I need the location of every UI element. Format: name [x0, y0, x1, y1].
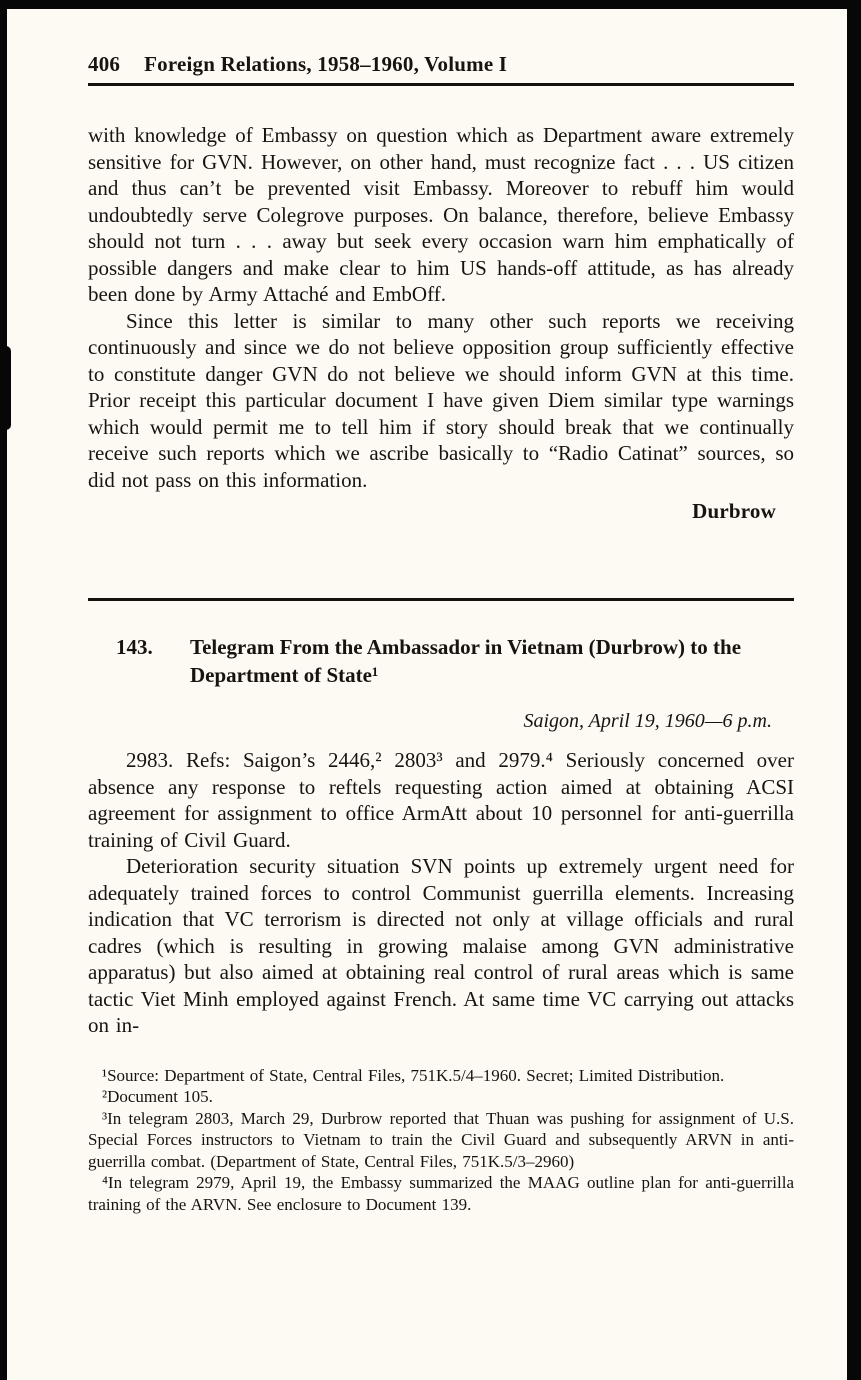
telegram-143-paragraph-2: Deterioration security situation SVN points up extremely urgent need for adequately trained forces to control Communist guerrilla elements. Increasing indication that VC terrorism is directed not only at village officials and rural cadres (which is resulting in growing malaise among GVN administrative apparatus) but also aimed at obtaining real control of rural areas which is same tactic Viet Minh employed against French. At same time VC carrying out attacks on in- — [88, 854, 794, 1037]
document-number: 143. — [116, 635, 153, 659]
telegram-143-paragraph-1: 2983. Refs: Saigon’s 2446,² 2803³ and 2979.⁴ Seriously concerned over absence any response to reftels requesting action aimed at obtaining ACSI agreement for assignment to office ArmAtt about 10 personnel for anti-guerrilla training of Civil Guard. — [88, 748, 794, 852]
telegram-dateline: Saigon, April 19, 1960—6 p.m. — [523, 710, 772, 732]
scan-edge-top — [0, 0, 861, 9]
page-content — [88, 52, 794, 1215]
footnote-4: ⁴In telegram 2979, April 19, the Embassy summarized the MAAG outline plan for anti-guerrilla training of the ARVN. See enclosure to Document 139. — [88, 1173, 794, 1214]
page-number: 406 — [88, 52, 121, 76]
volume-title: Foreign Relations, 1958–1960, Volume I — [144, 52, 508, 76]
scan-edge-mark — [0, 346, 11, 430]
telegram-142-paragraph-2: Since this letter is similar to many other such reports we receiving continuously and since we do not believe opposition group sufficiently effective to constitute danger GVN do not believe we should inform GVN at this time. Prior receipt this particular document I have given Diem similar type warnings which would permit me to tell him if story should break that we continually receive such reports which we ascribe basically to “Radio Catinat” sources, so did not pass on this information. — [88, 308, 794, 492]
footnotes-section — [88, 1065, 794, 1216]
document-divider-rule — [88, 598, 794, 601]
scan-edge-right — [847, 0, 861, 1380]
document-title: Telegram From the Ambassador in Vietnam (Durbrow) to the Department of State¹ — [190, 635, 742, 687]
running-header — [88, 52, 794, 86]
footnote-3: ³In telegram 2803, March 29, Durbrow reported that Thuan was pushing for assignment of U.S. Special Forces instructors to Vietnam to train the Civil Guard and subsequently ARVN in anti-guerrilla combat. (Department of State, Central Files, 751K.5/3–2960) — [88, 1108, 794, 1171]
signature-durbrow: Durbrow — [692, 499, 776, 523]
footnote-2: ²Document 105. — [102, 1087, 213, 1106]
document-143-heading — [88, 633, 794, 689]
scan-edge-left — [0, 0, 7, 1380]
footnote-1: ¹Source: Department of State, Central Files, 751K.5/4–1960. Secret; Limited Distribution. — [102, 1065, 725, 1085]
telegram-142-paragraph-1: with knowledge of Embassy on question which as Department aware extremely sensitive for GVN. However, on other hand, must recognize fact . . . US citizen and thus can’t be prevented visit Embassy. Moreover to rebuff him would undoubtedly serve Colegrove purposes. On balance, therefore, believe Embassy should not turn . . . away but seek every occasion warn him emphatically of possible dangers and make clear to him US hands-off attitude, as has already been done by Army Attaché and EmbOff. — [88, 123, 794, 306]
